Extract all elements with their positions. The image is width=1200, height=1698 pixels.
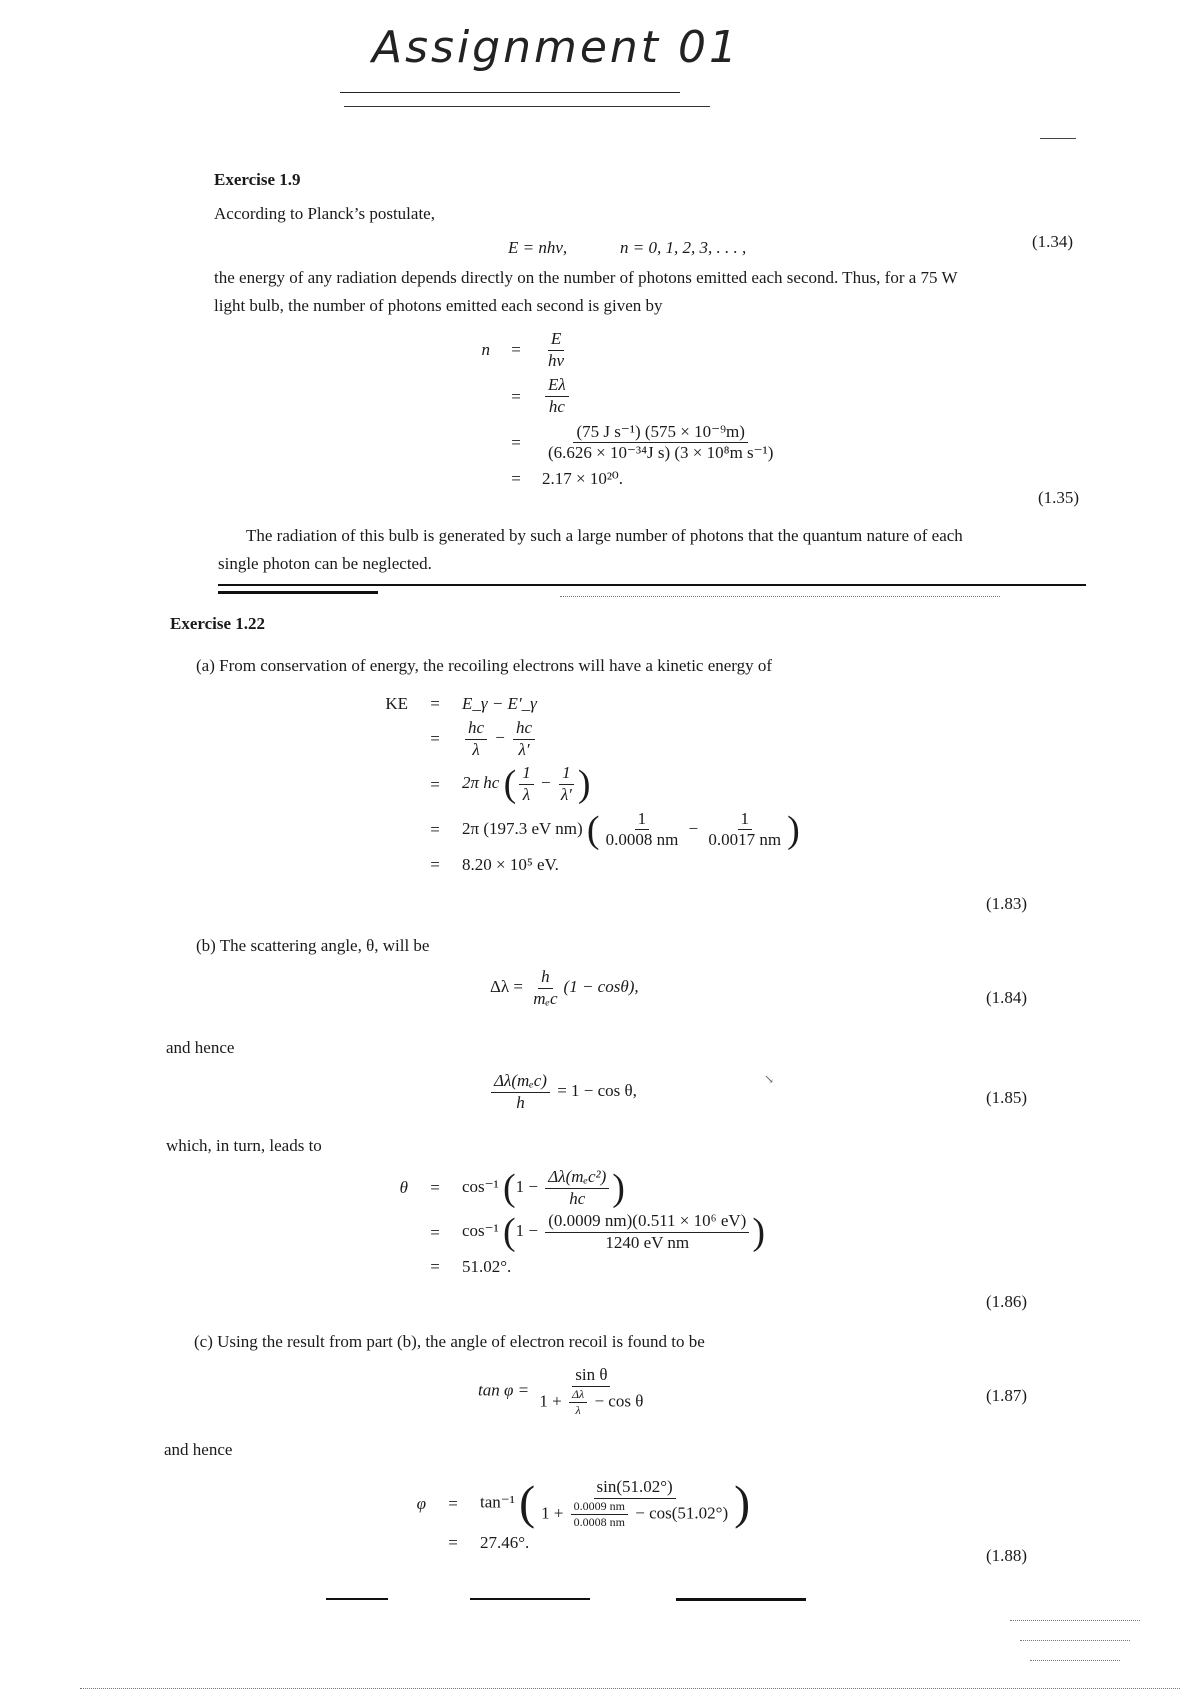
bottom-divider bbox=[676, 1598, 806, 1601]
numerator: sin(51.02°) bbox=[594, 1478, 676, 1499]
equals-sign: = bbox=[448, 1533, 458, 1553]
left-paren: ( bbox=[502, 1211, 516, 1254]
denominator: hν bbox=[548, 350, 565, 370]
equation-row bbox=[490, 968, 639, 1008]
equation-rhs bbox=[542, 376, 779, 416]
scan-noise bbox=[560, 596, 1000, 597]
equals-sign: = bbox=[430, 774, 440, 794]
right-paren: ) bbox=[734, 1476, 751, 1530]
part-a-text: (a) From conservation of energy, the recoiling electrons will have a kinetic energy of bbox=[196, 656, 773, 675]
equation-result: 2.17 × 10²⁰. bbox=[542, 469, 623, 489]
title-underline bbox=[340, 92, 680, 93]
inverse-cos: cos⁻¹ bbox=[462, 1221, 499, 1241]
denominator-part: − cos(51.02°) bbox=[635, 1503, 729, 1523]
equation-row bbox=[478, 1366, 649, 1417]
equation-number: (1.87) bbox=[986, 1386, 1028, 1405]
equation-block bbox=[368, 1168, 765, 1277]
equation-number: (1.86) bbox=[986, 1292, 1028, 1311]
denominator: 1240 eV nm bbox=[605, 1233, 690, 1253]
fraction bbox=[536, 1366, 646, 1417]
fraction bbox=[569, 1388, 587, 1417]
denominator: mₑc bbox=[533, 988, 558, 1008]
equation-row bbox=[488, 1072, 637, 1112]
equation-lhs: E = nhν, bbox=[508, 238, 568, 257]
equation-rhs: cos⁻¹ (1 − $\frac{\text{(0.0009 nm)(0.511 × 10⁶ eV)}}{\text{1240 eV nm}}$ ) bbox=[462, 1211, 765, 1254]
connector-text: and hence bbox=[164, 1440, 233, 1459]
equation-rhs bbox=[542, 330, 779, 370]
denominator: λ′ bbox=[518, 739, 530, 759]
fraction bbox=[513, 719, 535, 759]
equation-number: (1.35) bbox=[1038, 488, 1080, 507]
scan-mark: ↘ bbox=[764, 1072, 775, 1086]
equals-sign: = bbox=[430, 1178, 440, 1198]
denominator: λ bbox=[522, 785, 531, 805]
connector-text: which, in turn, leads to bbox=[166, 1136, 322, 1155]
equals-sign: = bbox=[511, 432, 521, 452]
right-paren: ) bbox=[752, 1211, 765, 1254]
equation-block bbox=[460, 330, 779, 489]
page-title: Assignment 01 bbox=[372, 22, 741, 73]
scan-noise bbox=[1020, 1640, 1130, 1641]
equation-lhs: tan φ = bbox=[478, 1380, 530, 1400]
left-paren: ( bbox=[502, 1167, 516, 1210]
denominator: hc bbox=[569, 1188, 586, 1208]
equation-result: 27.46°. bbox=[480, 1533, 530, 1553]
equation-number: (1.85) bbox=[986, 1088, 1028, 1107]
denominator: 0.0008 nm bbox=[573, 1514, 626, 1529]
equals-sign: = bbox=[430, 855, 440, 875]
fraction bbox=[571, 1500, 628, 1529]
equals-sign: = bbox=[430, 819, 440, 839]
numerator: 1 bbox=[635, 810, 650, 831]
part-b-text: (b) The scattering angle, θ, will be bbox=[196, 936, 430, 955]
equation-rhs: E_γ − E′_γ bbox=[462, 694, 537, 713]
denominator: 0.0008 nm bbox=[605, 830, 679, 850]
denominator: λ bbox=[575, 1402, 581, 1417]
equals-sign: = bbox=[448, 1493, 458, 1513]
equation-rhs: cos⁻¹ (1 − $\frac{\text{Δλ(mₑc²)}}{hc}$ ) bbox=[462, 1167, 625, 1210]
fraction bbox=[545, 330, 567, 370]
section-divider bbox=[218, 584, 1086, 586]
numerator: 1 bbox=[738, 810, 753, 831]
scan-noise bbox=[1030, 1660, 1120, 1661]
numerator: 1 bbox=[519, 764, 534, 785]
denominator-part: 1 + bbox=[539, 1391, 562, 1411]
numerator: Δλ(mₑc) bbox=[491, 1072, 550, 1093]
denominator: λ bbox=[472, 739, 480, 759]
equation-lhs: KE bbox=[385, 694, 408, 713]
scan-noise bbox=[80, 1688, 1180, 1689]
numerator: h bbox=[538, 968, 553, 989]
equals-sign: = bbox=[430, 1222, 440, 1242]
intro-text: According to Planck’s postulate, bbox=[214, 204, 435, 223]
numerator: 1 bbox=[559, 764, 574, 785]
denominator: 0.0017 nm bbox=[708, 830, 782, 850]
inverse-tan: tan⁻¹ bbox=[480, 1492, 515, 1512]
right-paren: ) bbox=[612, 1167, 625, 1210]
part-c-text: (c) Using the result from part (b), the angle of electron recoil is found to be bbox=[194, 1332, 705, 1351]
title-underline-2 bbox=[344, 106, 710, 107]
equation-result: 8.20 × 10⁵ eV. bbox=[462, 855, 559, 875]
fraction bbox=[705, 810, 784, 850]
denominator bbox=[538, 1499, 731, 1529]
equation-rhs: 2π hc ( $\frac{1}{\lambda}$ − $\frac{1}{\lambda'}$ ) bbox=[462, 763, 591, 806]
equation-condition: n = 0, 1, 2, 3, . . . , bbox=[620, 238, 747, 257]
denominator: λ′ bbox=[560, 785, 572, 805]
denominator bbox=[536, 1387, 646, 1417]
left-paren: ( bbox=[586, 808, 600, 851]
inverse-cos: cos⁻¹ bbox=[462, 1177, 499, 1197]
equation-result: 51.02°. bbox=[462, 1256, 512, 1276]
connector-text: and hence bbox=[166, 1038, 235, 1057]
numerator: Δλ bbox=[569, 1388, 587, 1403]
equals-sign: = bbox=[511, 340, 521, 360]
numerator: (0.0009 nm)(0.511 × 10⁶ eV) bbox=[545, 1212, 749, 1233]
fraction bbox=[491, 1072, 550, 1112]
section-divider bbox=[218, 591, 378, 594]
equation-tail: (1 − cosθ), bbox=[563, 977, 639, 997]
numerator: E bbox=[548, 330, 564, 351]
equals-sign: = bbox=[511, 469, 521, 489]
fraction bbox=[545, 1168, 609, 1208]
left-paren: ( bbox=[519, 1476, 536, 1530]
numerator: 0.0009 nm bbox=[571, 1500, 628, 1515]
numerator: (75 J s⁻¹) (575 × 10⁻⁹m) bbox=[573, 423, 747, 444]
denominator: h bbox=[516, 1092, 525, 1112]
equation-number: (1.84) bbox=[986, 988, 1028, 1007]
corner-dash bbox=[1040, 138, 1076, 139]
body-paragraph: single photon can be neglected. bbox=[218, 554, 432, 573]
numerator: hc bbox=[465, 719, 487, 740]
fraction bbox=[545, 1212, 749, 1252]
equation-rhs bbox=[542, 423, 779, 463]
fraction bbox=[519, 764, 534, 804]
equals-sign: = bbox=[430, 694, 440, 713]
equation-number: (1.88) bbox=[986, 1546, 1028, 1565]
fraction bbox=[538, 1478, 731, 1529]
denominator: (6.626 × 10⁻³⁴J s) (3 × 10⁸m s⁻¹) bbox=[548, 443, 774, 463]
expression-prefix: 2π (197.3 eV nm) bbox=[462, 818, 583, 838]
denominator: hc bbox=[548, 397, 565, 417]
body-paragraph: the energy of any radiation depends directly on the number of photons emitted each second. Thus, for a 75 W bbox=[214, 268, 958, 287]
scan-noise bbox=[1010, 1620, 1140, 1621]
equation-lhs: n bbox=[481, 340, 490, 360]
exercise-heading: Exercise 1.9 bbox=[214, 170, 301, 189]
equation-lhs: Δλ = bbox=[490, 977, 524, 997]
body-paragraph: The radiation of this bulb is generated by such a large number of photons that the quantum nature of each bbox=[246, 526, 963, 545]
equation-rhs: $\frac{hc}{\lambda}$ − $\frac{hc}{\lambda'}$ bbox=[462, 719, 800, 759]
exercise-heading: Exercise 1.22 bbox=[170, 614, 266, 633]
body-paragraph: light bulb, the number of photons emitted each second is given by bbox=[214, 296, 663, 315]
fraction bbox=[530, 968, 560, 1008]
equation-rhs: 2π (197.3 eV nm) ( $\frac{1}{0.0008 nm}$ − $\frac{1}{0.0017 nm}$ ) bbox=[462, 808, 800, 851]
right-paren: ) bbox=[577, 763, 591, 806]
expression-prefix: 2π hc bbox=[462, 773, 500, 793]
equation-tail: = 1 − cos θ, bbox=[557, 1081, 637, 1101]
equals-sign: = bbox=[430, 1256, 440, 1276]
equation-number: (1.83) bbox=[986, 894, 1028, 913]
numerator: Δλ(mₑc²) bbox=[545, 1168, 609, 1189]
bottom-divider bbox=[470, 1598, 590, 1600]
fraction bbox=[603, 810, 682, 850]
equation-lhs: φ bbox=[416, 1493, 426, 1513]
right-paren: ) bbox=[787, 808, 800, 851]
left-paren: ( bbox=[503, 763, 517, 806]
equation-number: (1.34) bbox=[1032, 232, 1074, 251]
equals-sign: = bbox=[511, 386, 521, 406]
fraction bbox=[545, 376, 569, 416]
fraction bbox=[545, 423, 776, 463]
equation-rhs bbox=[480, 1478, 750, 1529]
equation-block bbox=[368, 694, 800, 875]
fraction bbox=[465, 719, 487, 759]
denominator-part: − cos θ bbox=[594, 1391, 644, 1411]
bottom-divider bbox=[326, 1598, 388, 1600]
equation-block bbox=[396, 1478, 750, 1553]
equals-sign: = bbox=[430, 729, 440, 749]
denominator-part: 1 + bbox=[541, 1503, 564, 1523]
fraction bbox=[558, 764, 575, 804]
numerator: hc bbox=[513, 719, 535, 740]
numerator: sin θ bbox=[572, 1366, 610, 1387]
numerator: Eλ bbox=[545, 376, 569, 397]
equation-lhs: θ bbox=[399, 1178, 408, 1198]
